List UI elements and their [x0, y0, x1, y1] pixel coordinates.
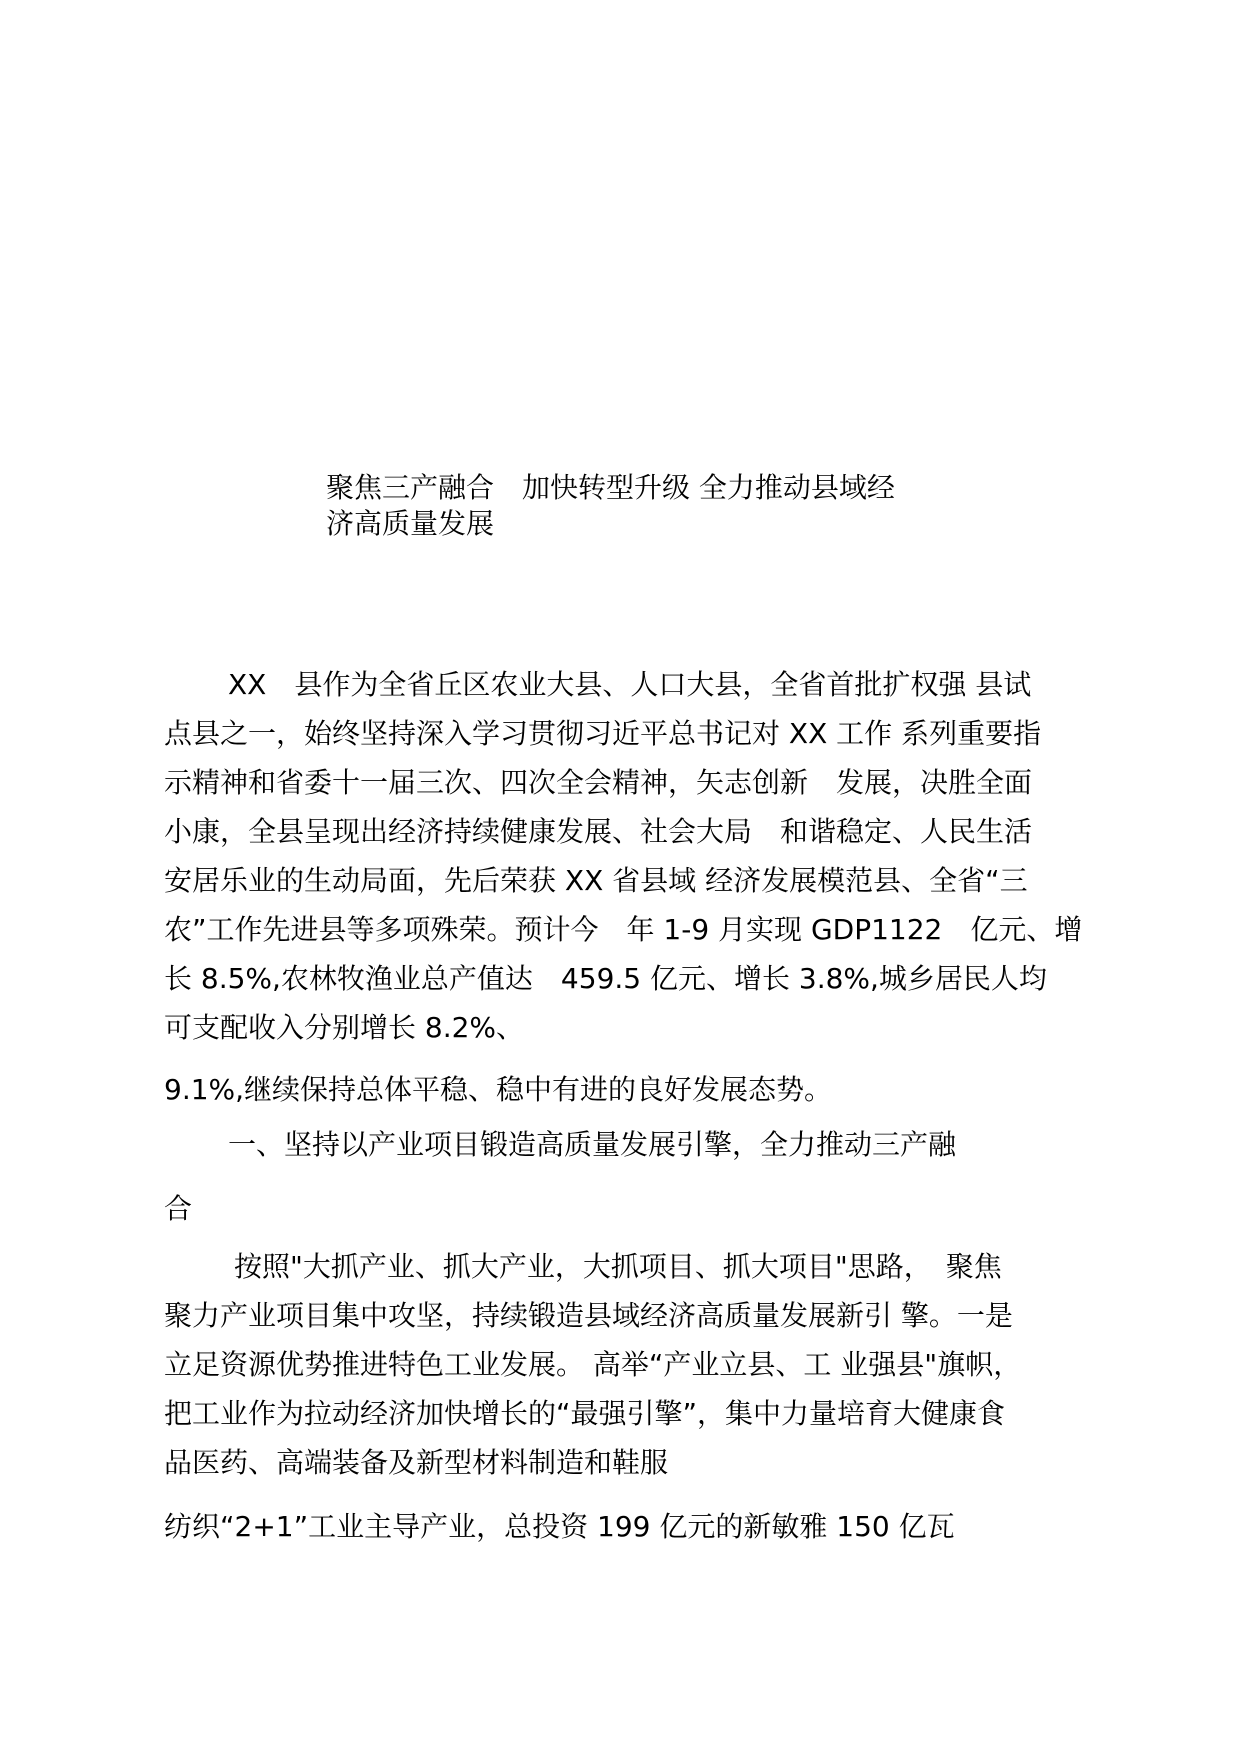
paragraph-1-line-1: XX 县作为全省丘区农业大县、人口大县，全省首批扩权强 县试	[200, 668, 1032, 701]
paragraph-1-line-3: 示精神和省委十一届三次、四次全会精神，矢志创新 发展，决胜全面	[164, 766, 1033, 799]
paragraph-3-line-5: 品医药、高端装备及新型材料制造和鞋服	[164, 1446, 669, 1479]
paragraph-4-line-1: 纺织“2+1”工业主导产业，总投资 199 亿元的新敏雅 150 亿瓦	[164, 1510, 955, 1543]
paragraph-3-line-2: 聚力产业项目集中攻坚，持续锻造县域经济高质量发展新引 擎。一是	[164, 1299, 1013, 1332]
paragraph-3-line-3: 立足资源优势推进特色工业发展。 高举“产业立县、工 业强县"旗帜，	[164, 1348, 1022, 1381]
title-line-2: 济高质量发展	[326, 507, 495, 540]
paragraph-1-line-5: 安居乐业的生动局面，先后荣获 XX 省县域 经济发展模范县、全省“三	[164, 864, 1028, 897]
paragraph-2-line-1: 9.1%,继续保持总体平稳、稳中有进的良好发展态势。	[164, 1073, 833, 1106]
paragraph-1-line-6: 农”工作先进县等多项殊荣。预计今 年 1-9 月实现 GDP1122 亿元、增	[164, 913, 1083, 946]
paragraph-1-line-2: 点县之一，始终坚持深入学习贯彻习近平总书记对 XX 工作 系列重要指	[164, 717, 1042, 750]
paragraph-1-line-4: 小康，全县呈现出经济持续健康发展、社会大局 和谐稳定、人民生活	[164, 815, 1033, 848]
section-heading-line-1: 一、坚持以产业项目锻造高质量发展引擎，全力推动三产融	[228, 1128, 957, 1161]
section-heading-line-2: 合	[164, 1192, 193, 1225]
title-line-1: 聚焦三产融合 加快转型升级 全力推动县域经	[326, 471, 895, 504]
paragraph-1-line-8: 可支配收入分别增长 8.2%、	[164, 1011, 525, 1044]
paragraph-3-line-1: 按照"大抓产业、抓大产业，大抓项目、抓大项目"思路， 聚焦	[234, 1250, 1002, 1283]
paragraph-3-line-4: 把工业作为拉动经济加快增长的“最强引擎”，集中力量培育大健康食	[164, 1397, 1006, 1430]
paragraph-1-line-7: 长 8.5%,农林牧渔业总产值达 459.5 亿元、增长 3.8%,城乡居民人均	[164, 962, 1047, 995]
